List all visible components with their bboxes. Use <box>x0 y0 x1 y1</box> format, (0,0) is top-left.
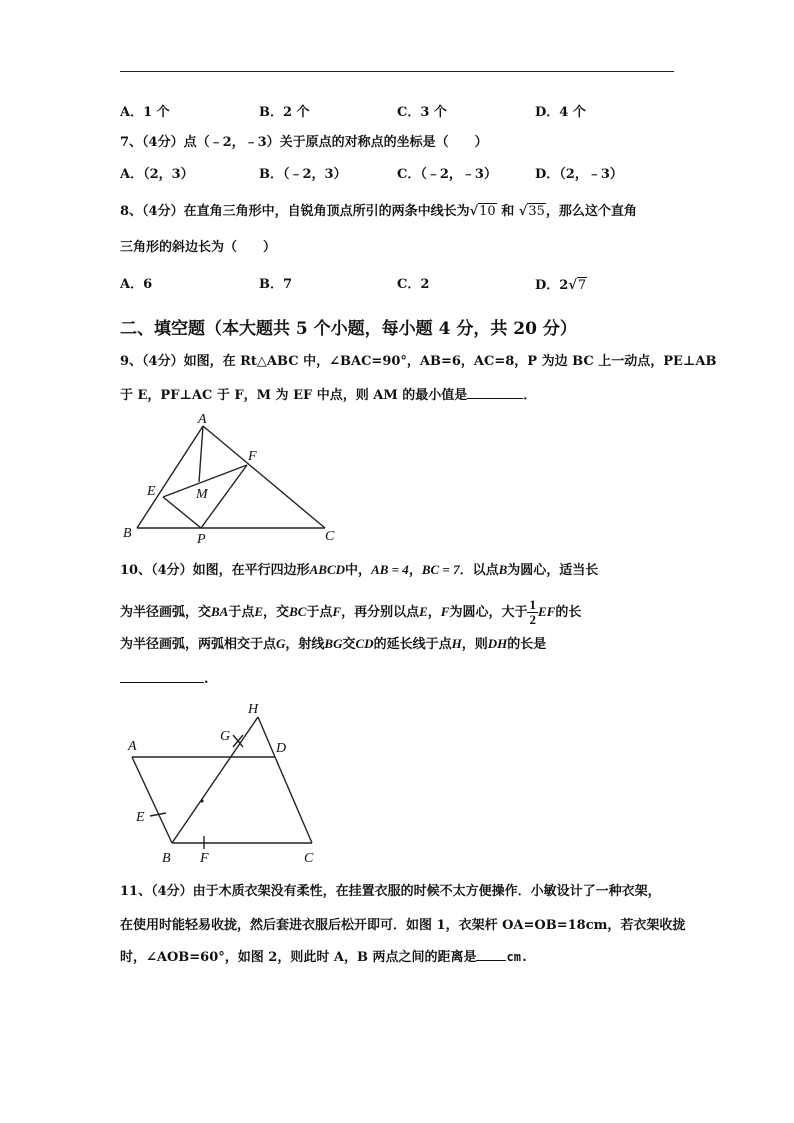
q10-l2-e: E <box>254 604 264 619</box>
q7-option-a: A．（2，3） <box>120 167 194 182</box>
q8-stem-text-2: ，那么这个直角 <box>545 204 637 219</box>
q10-l3-g: G <box>276 636 286 651</box>
q10-line-3 <box>120 636 546 653</box>
q6-option-c: C．3 个 <box>397 105 447 120</box>
q10-l2-ef: EF <box>537 604 556 619</box>
q11-answer-blank[interactable] <box>476 948 506 961</box>
q8-option-d-radicand: 7 <box>577 278 587 293</box>
q10-l2-text-3: ，交 <box>263 605 290 620</box>
q11-line-3 <box>120 948 528 966</box>
q10-frac-den: 2 <box>529 612 536 627</box>
q10-l2-text-8: 的长 <box>555 605 582 620</box>
q9-figure <box>115 410 355 550</box>
section-title: 二、填空题（本大题共 5 个小题，每小题 4 分，共 20 分） <box>120 319 577 339</box>
q6-option-a: A．1 个 <box>120 105 170 120</box>
q10-line-4 <box>120 670 209 688</box>
q8-option-d <box>535 277 587 294</box>
q10-l2-e2: E <box>419 604 428 619</box>
q9-label-m: M <box>196 487 208 502</box>
q9-answer-blank[interactable] <box>467 386 523 399</box>
q10-text-4: ．以点 <box>459 563 499 578</box>
q10-l2-f2: F <box>440 604 450 619</box>
q10-l3-text-5: ，则 <box>461 637 488 652</box>
q10-label-g: G <box>220 729 231 744</box>
q11-line-1: 11、（4分）由于木质衣架没有柔性，在挂置衣服的时候不太方便操作．小敏设计了一种衣架， <box>120 884 661 899</box>
q8-option-d-prefix: D．2 <box>535 278 569 293</box>
q10-l3-text-2: ，射线 <box>285 637 325 652</box>
q10-label-a: A <box>128 739 137 754</box>
q9-label-a: A <box>198 412 207 427</box>
q7-option-b: B．（﹣2，3） <box>259 167 347 182</box>
q10-end: . <box>204 672 209 687</box>
q8-option-b: B．7 <box>259 277 293 292</box>
q8-option-d-root: √7 <box>568 278 587 293</box>
q10-l3-text-4: 的延长线于点 <box>373 637 452 652</box>
q10-segment-dh <box>258 717 275 757</box>
q8-stem-line-2: 三角形的斜边长为（ ） <box>120 240 277 255</box>
q10-label-h: H <box>248 702 259 717</box>
q10-l3-h: H <box>451 636 462 651</box>
q8-radicand-10: 10 <box>479 204 496 219</box>
q11-line-3-text: 时，∠AOB=60°，如图 2，则此时 A，B 两点之间的距离是 <box>120 950 477 965</box>
q10-l3-bg: BG <box>324 636 343 651</box>
q10-label-b: B <box>162 851 171 866</box>
q9-segment-ab <box>137 426 203 528</box>
q10-l2-text-5: ，再分别以点 <box>341 605 420 620</box>
q10-text-1: 10、（4分）如图，在平行四边形 <box>120 563 310 578</box>
q6-option-d: D．4 个 <box>535 105 586 120</box>
q10-answer-blank[interactable] <box>120 670 204 683</box>
q10-l3-cd: CD <box>355 636 374 651</box>
q11-unit: cm. <box>506 950 529 964</box>
q10-text-5: 为圆心，适当长 <box>507 563 599 578</box>
q9-label-e: E <box>147 484 156 499</box>
header-rule <box>120 71 674 72</box>
q8-root-10: √10 <box>469 204 496 219</box>
q10-l2-text-1: 为半径画弧，交 <box>120 605 212 620</box>
q10-l2-text-6: ， <box>427 605 441 620</box>
q6-option-b: B．2 个 <box>259 105 310 120</box>
q10-l2-text-2: 于点 <box>228 605 255 620</box>
q10-line-2 <box>120 598 581 627</box>
q9-line-2-end: ． <box>523 388 537 403</box>
q9-label-c: C <box>325 529 335 544</box>
q10-label-e: E <box>136 810 145 825</box>
q10-l3-dh: DH <box>487 636 508 651</box>
q7-stem: 7、（4分）点（﹣2，﹣3）关于原点的对称点的坐标是（ ） <box>120 135 488 150</box>
q8-and: 和 <box>501 204 515 219</box>
q10-label-f: F <box>200 851 209 866</box>
q9-segment-ac <box>203 426 325 528</box>
q10-l3-text-1: 为半径画弧，两弧相交于点 <box>120 637 277 652</box>
q10-fraction <box>527 598 538 627</box>
q9-label-b: B <box>123 526 132 541</box>
q9-line-1: 9、（4分）如图，在 Rt△ABC 中，∠BAC=90°，AB=6，AC=8，P 为边 BC 上一动点，PE⊥AB <box>120 354 717 369</box>
q8-radicand-35: 35 <box>528 204 545 219</box>
q10-midpoint-dot <box>200 799 203 802</box>
q10-text-2: 中， <box>345 563 372 578</box>
q10-point-b: B <box>498 562 508 577</box>
q10-segment-ab <box>132 757 172 843</box>
q9-line-2 <box>120 386 536 404</box>
q10-frac-num: 1 <box>529 597 536 612</box>
q10-segment-dc <box>275 757 312 843</box>
q10-figure <box>120 695 340 875</box>
q8-option-a: A．6 <box>120 277 153 292</box>
q8-option-c: C．2 <box>397 277 430 292</box>
q9-line-2-text: 于 E，PF⊥AC 于 F，M 为 EF 中点，则 AM 的最小值是 <box>120 388 468 403</box>
q10-l2-text-4: 于点 <box>306 605 333 620</box>
q10-l2-f: F <box>332 604 342 619</box>
q10-l3-text-3: 交 <box>342 637 356 652</box>
q9-label-f: F <box>248 449 257 464</box>
q7-option-c: C．（﹣2，﹣3） <box>397 167 497 182</box>
q10-abcd: ABCD <box>309 562 346 577</box>
q10-l2-text-7: 为圆心，大于 <box>449 605 528 620</box>
q10-l2-bc: BC <box>289 604 307 619</box>
q10-bc-eq: BC = 7 <box>421 562 460 577</box>
q10-l2-ba: BA <box>211 604 229 619</box>
q7-option-d: D．（2，﹣3） <box>535 167 623 182</box>
q9-label-p: P <box>197 532 206 547</box>
q11-line-2: 在使用时能轻易收拢，然后套进衣服后松开即可．如图 1，衣架杆 OA=OB=18cm，若衣架收拢 <box>120 918 686 933</box>
q10-text-3: ， <box>408 563 422 578</box>
q8-root-35: √35 <box>518 204 545 219</box>
q8-stem-text-1: 8、（4分）在直角三角形中，自锐角顶点所引的两条中线长为 <box>120 204 470 219</box>
q10-ray-bh <box>172 717 258 843</box>
q8-stem-line-1 <box>120 203 637 220</box>
q10-l3-text-6: 的长是 <box>507 637 547 652</box>
q10-label-d: D <box>276 741 287 756</box>
q10-ab-eq: AB = 4 <box>371 562 409 577</box>
q9-segment-am <box>199 426 203 482</box>
q10-label-c: C <box>304 851 314 866</box>
q10-line-1 <box>120 562 598 579</box>
